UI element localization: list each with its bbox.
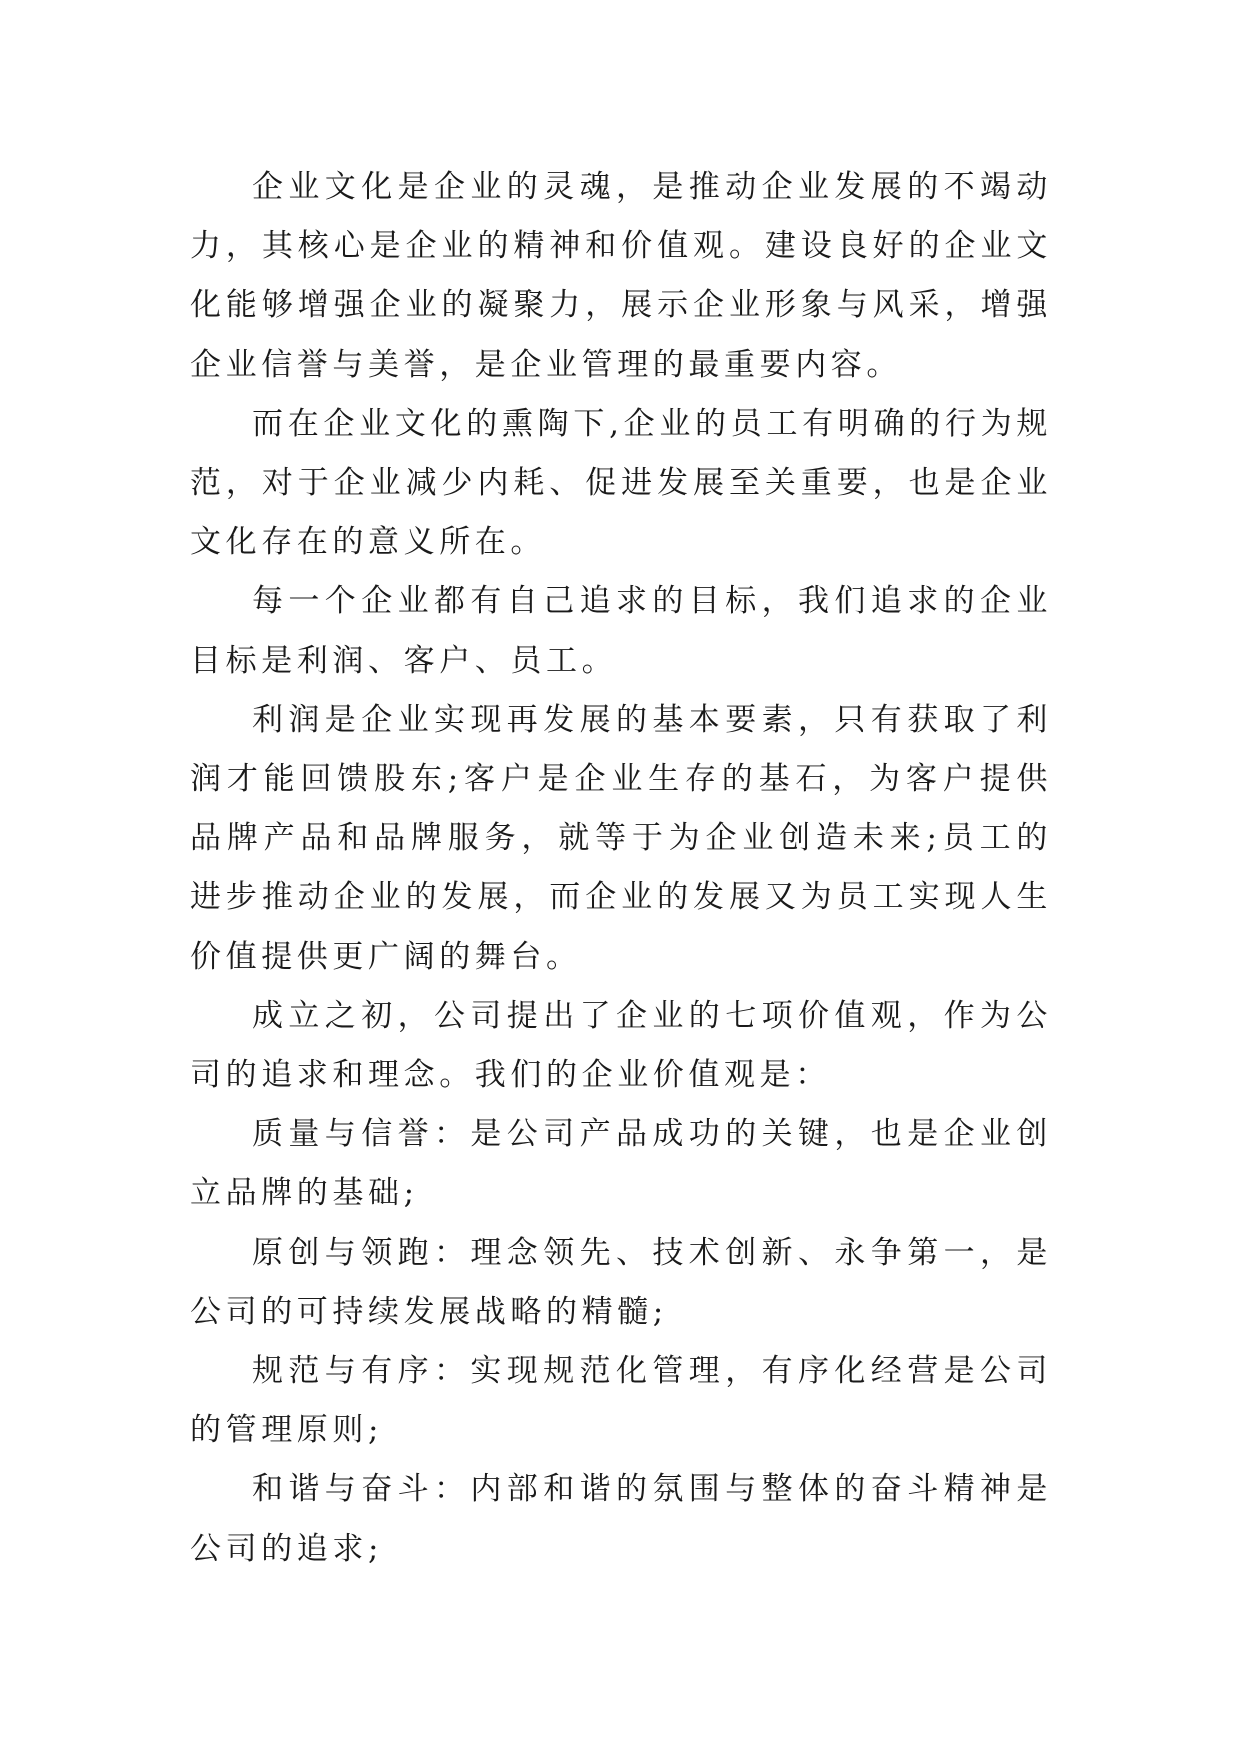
paragraph-value-standard-order: 规范与有序：实现规范化管理，有序化经营是公司的管理原则; — [190, 1353, 1052, 1449]
document-body — [190, 158, 1052, 1579]
paragraph-corporate-culture: 企业文化是企业的灵魂，是推动企业发展的不竭动力，其核心是企业的精神和价值观。建设良好的企业文化能够增强企业的凝聚力，展示企业形象与风采，增强企业信誉与美誉，是企业管理的最重要内容。 — [190, 169, 1052, 383]
paragraph-enterprise-goals: 每一个企业都有自己追求的目标，我们追求的企业目标是利润、客户、员工。 — [190, 583, 1052, 679]
paragraph-value-harmony-struggle: 和谐与奋斗：内部和谐的氛围与整体的奋斗精神是公司的追求; — [190, 1471, 1052, 1567]
paragraph-behavior-norms: 而在企业文化的熏陶下,企业的员工有明确的行为规范，对于企业减少内耗、促进发展至关重要，也是企业文化存在的意义所在。 — [190, 405, 1052, 561]
paragraph-value-originality-leading: 原创与领跑：理念领先、技术创新、永争第一，是公司的可持续发展战略的精髓; — [190, 1234, 1052, 1330]
paragraph-value-quality-reputation: 质量与信誉：是公司产品成功的关键，也是企业创立品牌的基础; — [190, 1116, 1052, 1212]
paragraph-profit-customer-employee: 利润是企业实现再发展的基本要素，只有获取了利润才能回馈股东;客户是企业生存的基石，为客户提供品牌产品和品牌服务，就等于为企业创造未来;员工的进步推动企业的发展，而企业的发展又为员工实现人生价值提供更广阔的舞台。 — [190, 701, 1052, 975]
paragraph-seven-values-intro: 成立之初，公司提出了企业的七项价值观，作为公司的追求和理念。我们的企业价值观是： — [190, 997, 1052, 1094]
